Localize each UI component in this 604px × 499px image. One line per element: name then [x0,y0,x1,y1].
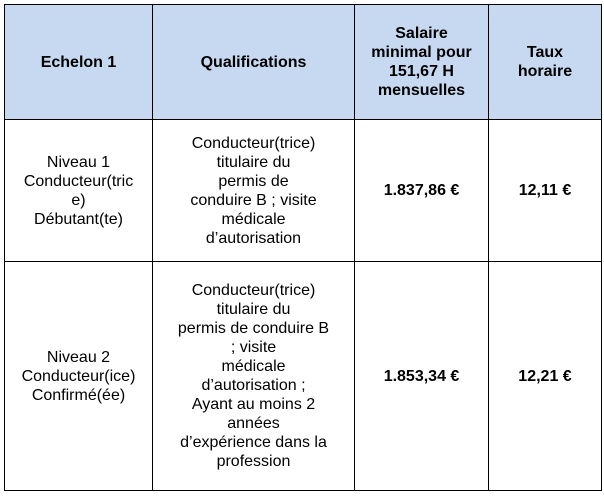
salary-grid-table [4,4,602,491]
header-echelon: Echelon 1 [5,5,153,120]
cell-taux: 12,21 € [489,262,602,491]
table-row-niveau-2 [5,262,602,491]
cell-taux: 12,11 € [489,120,602,262]
header-row [5,5,602,120]
header-qualifications: Qualifications [153,5,355,120]
header-taux: Taux horaire [489,5,602,120]
cell-salaire: 1.853,34 € [355,262,489,491]
cell-echelon: Niveau 2 Conducteur(ice) Confirmé(ée) [5,262,153,491]
cell-qualifications: Conducteur(trice) titulaire du permis de conduire B ; visite médicale d’autorisation ; Ayant au moins 2 années d’expérience dans la profession [153,262,355,491]
cell-echelon: Niveau 1 Conducteur(tric e) Débutant(te) [5,120,153,262]
cell-salaire: 1.837,86 € [355,120,489,262]
salary-table-container [4,4,602,491]
cell-qualifications: Conducteur(trice) titulaire du permis de conduire B ; visite médicale d’autorisation [153,120,355,262]
header-salaire: Salaire minimal pour 151,67 H mensuelles [355,5,489,120]
table-row-niveau-1 [5,120,602,262]
